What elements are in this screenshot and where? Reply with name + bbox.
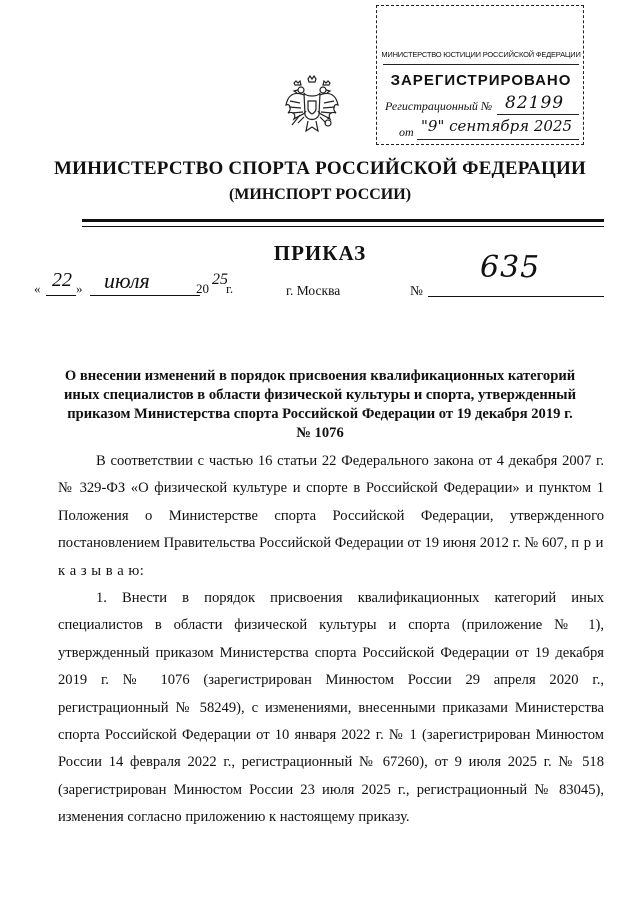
stamp-ministry: МИНИСТЕРСТВО ЮСТИЦИИ РОССИЙСКОЙ ФЕДЕРАЦИИ [381, 50, 581, 59]
body-paragraph-1 [58, 448, 604, 585]
month-underline [90, 295, 200, 296]
order-number: 635 [480, 250, 541, 285]
stamp-divider [383, 64, 579, 65]
order-city: г. Москва [286, 283, 341, 298]
stamp-date-label: от [399, 125, 414, 139]
order-directive: п р и к а з ы в а ю: [58, 535, 604, 579]
order-body [58, 448, 604, 832]
body-paragraph-2: 1. Внести в порядок присвоения квалификационных категорий иных специалистов в области физической культуры и спорта (приложение № 1), утвержденный приказом Министерства спорта Российской Федерации от 19 декабря 2019 г. № 1076 (зарегистрирован Минюстом России 29 апреля 2020 г., регистрационный № 58249), с изменениями, внесенными приказами Министерства спорта Российской Федерации от 10 января 2022 г. № 1 (зарегистрирован Минюстом России 14 февраля 2022 г., регистрационный № 67260), от 9 июля 2025 г. № 518 (зарегистрирован Минюстом России 23 июля 2025 г., регистрационный № 83045), изменения согласно приложению к настоящему приказу. [58, 590, 604, 826]
date-quote-open: « [34, 281, 41, 296]
stamp-regnum-underline [497, 114, 579, 115]
order-number-label: № [410, 283, 423, 298]
registration-stamp [376, 5, 584, 145]
paragraph-1-text: В соответствии с частью 16 статьи 22 Федерального закона от 4 декабря 2007 г. № 329-ФЗ «О физической культуре и спорте в Российской Федерации» и пунктом 1 Положения о Министерстве спорта Российской Федерации, утвержденного постановлением Правительства Российской Федерации от 19 июня 2012 г. № 607, [58, 453, 604, 552]
stamp-regnum-value: 82199 [505, 93, 565, 113]
stamp-regnum-label: Регистрационный № [385, 99, 493, 113]
stamp-date-underline [417, 139, 579, 140]
order-year-handwritten: 25 [212, 271, 228, 288]
header-rule-thick [82, 219, 604, 222]
number-underline [428, 296, 604, 297]
day-underline [46, 295, 76, 296]
ministry-title: МИНИСТЕРСТВО СПОРТА РОССИЙСКОЙ ФЕДЕРАЦИИ [54, 158, 586, 179]
order-month: июля [104, 268, 150, 293]
order-day: 22 [52, 269, 72, 291]
order-year-prefix: 20 [196, 281, 209, 296]
stamp-date-value: "9" сентября 2025 [421, 117, 573, 135]
order-subject: О внесении изменений в порядок присвоения квалификационных категорий иных специалистов в области физической культуры и спорта, утвержденный приказом Министерства спорта Российской Федерации от 19 декабря 2019 г. № 1076 [64, 368, 576, 441]
order-title: ПРИКАЗ [273, 241, 367, 265]
date-quote-close: » [76, 281, 83, 296]
order-year-suffix: г. [226, 281, 234, 296]
coat-of-arms-icon [284, 75, 340, 137]
ministry-short-name: (МИНСПОРТ РОССИИ) [228, 186, 412, 203]
header-rule-thin [82, 226, 604, 227]
stamp-registered: ЗАРЕГИСТРИРОВАНО [390, 72, 572, 89]
